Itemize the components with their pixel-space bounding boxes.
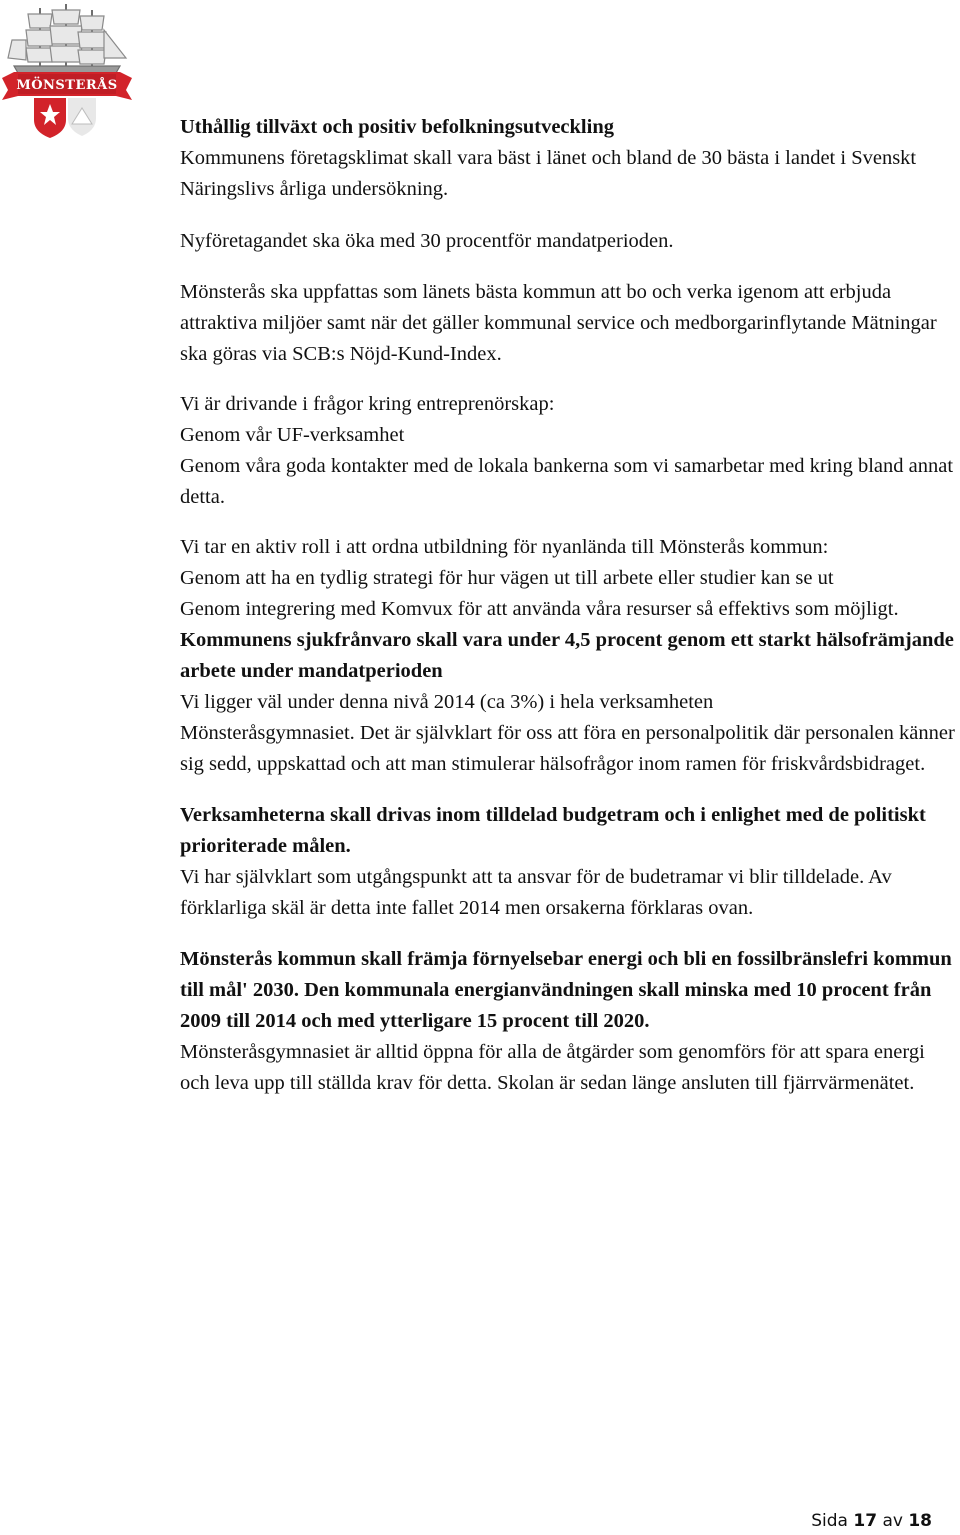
paragraph-nyforetagande: Nyföretagandet ska öka med 30 procentför mandatperioden. — [180, 230, 674, 252]
section-heading-sjukfranvaro: Kommunens sjukfrånvaro skall vara under 4,5 procent genom ett starkt hälsofrämjande arbete under mandatperioden — [180, 629, 954, 682]
section-heading-budget: Verksamheterna skall drivas inom tilldelad budgetram och i enlighet med de politiskt prioriterade målen. — [180, 804, 926, 857]
svg-text:MÖNSTERÅS: MÖNSTERÅS — [16, 78, 118, 93]
section-heading-tillvaxt: Uthållig tillväxt och positiv befolkningsutveckling — [180, 116, 614, 138]
ship-emblem-icon — [0, 0, 134, 140]
paragraph-aktiv-intro: Vi tar en aktiv roll i att ordna utbildning för nyanlända till Mönsterås kommun: — [180, 536, 829, 558]
paragraph-drivande-item: Genom våra goda kontakter med de lokala bankerna som vi samarbetar med kring bland annat detta. — [180, 455, 954, 508]
page-number-current: 17 — [853, 1511, 878, 1531]
paragraph-foretagsklimat: Kommunens företagsklimat skall vara bäst i länet och bland de 30 bästa i landet i Svenskt Näringslivs årliga undersökning. — [180, 147, 917, 200]
paragraph-drivande-item: Genom vår UF-verksamhet — [180, 424, 405, 446]
paragraph-budget-body: Vi har självklart som utgångspunkt att ta ansvar för de budetramar vi blir tilldelade. Av förklarliga skäl är detta inte fallet 2014 men orsakerna förklaras ovan. — [180, 866, 892, 919]
paragraph-drivande-intro: Vi är drivande i frågor kring entreprenörskap: — [180, 393, 555, 415]
section-heading-energi: Mönsterås kommun skall främja förnyelsebar energi och bli en fossilbränslefri kommun till mål' 2030. Den kommunala energianvändningen skall minska med 10 procent från 2009 till 2014 och med ytterligare 15 procent till 2020. — [180, 948, 952, 1032]
monsteras-logo — [0, 0, 134, 140]
page-number — [811, 1510, 932, 1532]
page-body — [180, 112, 955, 1099]
page-number-prefix: Sida — [811, 1511, 848, 1531]
paragraph-energi-body: Mönsteråsgymnasiet är alltid öppna för alla de åtgärder som genomförs för att spara energi och leva upp till ställda krav för detta. Skolan är sedan länge ansluten till fjärrvärmenätet. — [180, 1041, 925, 1094]
page-number-total: 18 — [908, 1511, 932, 1531]
paragraph-monsteras-basta: Mönsterås ska uppfattas som länets bästa kommun att bo och verka igenom att erbjuda attraktiva miljöer samt när det gäller kommunal service och medborgarinflytande Mätningar ska göras via SCB:s Nöjd-Kund-Index. — [180, 281, 937, 365]
paragraph-sjuk-body1: Vi ligger väl under denna nivå 2014 (ca 3%) i hela verksamheten — [180, 691, 714, 713]
paragraph-aktiv-item: Genom att ha en tydlig strategi för hur vägen ut till arbete eller studier kan se ut — [180, 567, 834, 589]
paragraph-sjuk-body2: Mönsteråsgymnasiet. Det är självklart för oss att föra en personalpolitik där personalen känner sig sedd, uppskattad och att man stimulerar hälsofrågor inom ramen för friskvårdsbidraget. — [180, 722, 955, 775]
page-number-of: av — [882, 1511, 903, 1531]
paragraph-aktiv-item: Genom integrering med Komvux för att använda våra resurser så effektivs som möjligt. — [180, 598, 899, 620]
